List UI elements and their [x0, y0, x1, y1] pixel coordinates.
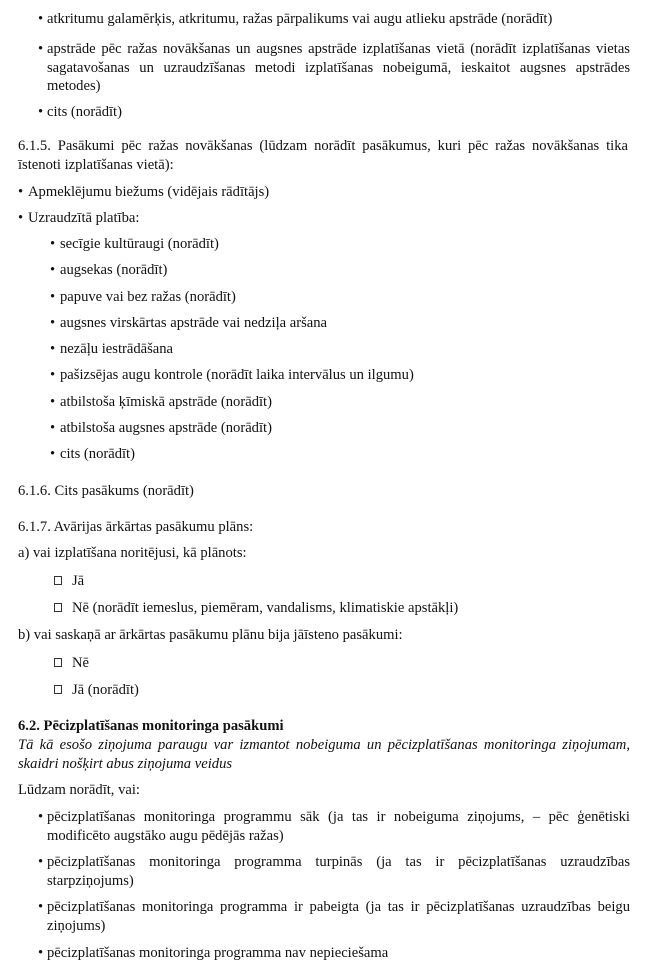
list-item: atbilstoša ķīmiskā apstrāde (norādīt)	[60, 394, 272, 410]
monitored-area-label: Uzraudzītā platība:	[28, 210, 140, 226]
list-item: pēcizplatīšanas monitoringa programma nav nepieciešama	[47, 945, 389, 961]
list-item: augsnes virskārtas apstrāde vai nedziļa aršana	[60, 315, 328, 331]
bullet-icon: •	[18, 210, 24, 226]
bullet-icon: •	[18, 184, 24, 200]
bullet-icon: •	[38, 809, 44, 825]
section-heading-6-1-6: 6.1.6. Cits pasākums (norādīt)	[18, 483, 194, 499]
checkbox-a-yes[interactable]	[54, 576, 62, 585]
section-note: Tā kā esošo ziņojuma paraugu var izmantot nobeiguma un pēcizplatīšanas monitoringa ziņojumam, skaidri nošķirt abus ziņojuma veidus	[18, 737, 630, 772]
prompt-text: Lūdzam norādīt, vai:	[18, 782, 140, 798]
list-item: secīgie kultūraugi (norādīt)	[60, 236, 219, 252]
section-heading-6-2: 6.2. Pēcizplatīšanas monitoringa pasākumi	[18, 718, 284, 734]
bullet-icon: •	[50, 446, 56, 462]
list-item: cits (norādīt)	[60, 446, 135, 462]
list-item: pēcizplatīšanas monitoringa programma turpinās (ja tas ir pēcizplatīšanas uzraudzības starpziņojums)	[47, 854, 630, 889]
checkbox-b-yes[interactable]	[54, 685, 62, 694]
checkbox-a-no[interactable]	[54, 603, 62, 612]
bullet-icon: •	[38, 11, 44, 27]
bullet-icon: •	[38, 854, 44, 870]
list-item: pēcizplatīšanas monitoringa programmu sāk (ja tas ir nobeiguma ziņojums, – pēc ģenētiski modificēto augstāko augu pēdējās ražas)	[47, 809, 630, 844]
list-item: papuve vai bez ražas (norādīt)	[60, 289, 236, 305]
list-item: pašizsējas augu kontrole (norādīt laika intervālus un ilgumu)	[60, 367, 414, 383]
bullet-icon: •	[50, 236, 56, 252]
question-a: a) vai izplatīšana noritējusi, kā plānots:	[18, 545, 247, 561]
visit-frequency: Apmeklējumu biežums (vidējais rādītājs)	[28, 184, 270, 200]
list-item: pēcizplatīšanas monitoringa programma ir pabeigta (ja tas ir pēcizplatīšanas uzraudzības beigu ziņojums)	[47, 899, 630, 934]
option-label: Jā	[72, 573, 85, 589]
question-b: b) vai saskaņā ar ārkārtas pasākumu plānu bija jāīsteno pasākumi:	[18, 627, 403, 643]
option-label: Nē (norādīt iemeslus, piemēram, vandalisms, klimatiskie apstākļi)	[72, 600, 459, 616]
section-heading-6-1-7: 6.1.7. Avārijas ārkārtas pasākumu plāns:	[18, 519, 254, 535]
list-item: apstrāde pēc ražas novākšanas un augsnes apstrāde izplatīšanas vietā (norādīt izplatīšanas vietas sagatavošanas un uzraudzīšanas metodi izplatīšanas nobeigumā, ieskaitot augsnes apstrādes metodes)	[47, 41, 630, 94]
list-item: augsekas (norādīt)	[60, 262, 168, 278]
bullet-icon: •	[38, 41, 44, 57]
bullet-icon: •	[50, 367, 56, 383]
bullet-icon: •	[38, 104, 44, 120]
bullet-icon: •	[50, 289, 56, 305]
option-label: Jā (norādīt)	[72, 682, 139, 698]
option-label: Nē	[72, 655, 90, 671]
bullet-icon: •	[50, 420, 56, 436]
bullet-icon: •	[38, 899, 44, 915]
bullet-icon: •	[50, 341, 56, 357]
list-item: atbilstoša augsnes apstrāde (norādīt)	[60, 420, 272, 436]
bullet-icon: •	[50, 315, 56, 331]
list-item: cits (norādīt)	[47, 104, 122, 120]
bullet-icon: •	[38, 945, 44, 961]
bullet-icon: •	[50, 262, 56, 278]
bullet-icon: •	[50, 394, 56, 410]
section-heading-6-1-5: 6.1.5. Pasākumi pēc ražas novākšanas (lūdzam norādīt pasākumus, kuri pēc ražas novākšanas tika īstenoti izplatīšanas vietā):	[18, 138, 628, 173]
list-item: atkritumu galamērķis, atkritumu, ražas pārpalikums vai augu atlieku apstrāde (norādīt)	[47, 11, 553, 27]
list-item: nezāļu iestrādāšana	[60, 341, 174, 357]
checkbox-b-no[interactable]	[54, 658, 62, 667]
